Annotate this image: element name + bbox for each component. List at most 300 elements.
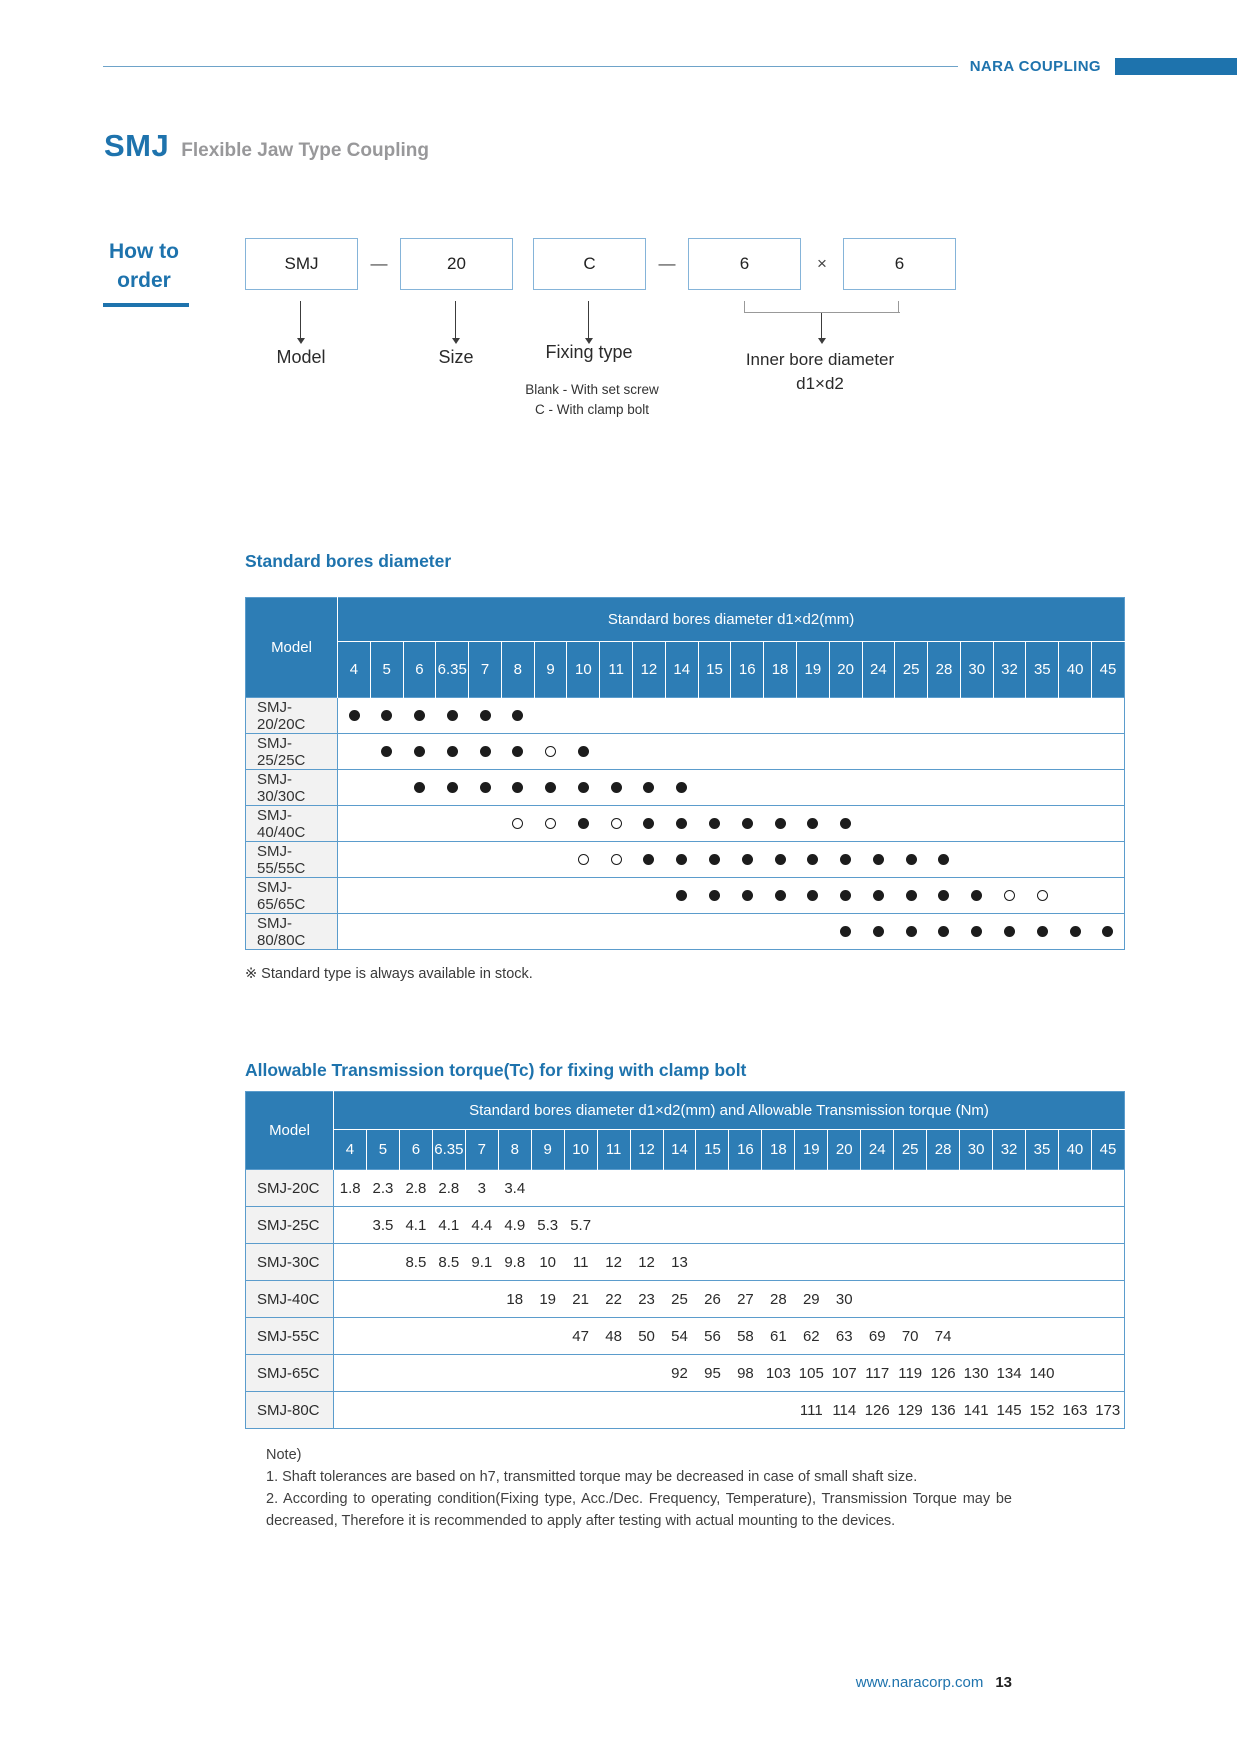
bore-mark-cell — [1026, 770, 1059, 806]
order-separator-dash-1: — — [370, 254, 388, 273]
bore-mark-cell — [960, 914, 993, 950]
bore-mark-cell — [665, 770, 698, 806]
torque-value-cell — [1058, 1318, 1091, 1355]
bore-mark-cell — [829, 734, 862, 770]
bore-mark-cell — [928, 734, 961, 770]
bore-mark-cell — [436, 914, 469, 950]
torque-value-cell — [334, 1318, 367, 1355]
bores-table-heading: Standard bores diameter — [245, 551, 452, 571]
model-cell: SMJ-20/20C — [246, 698, 338, 734]
bore-mark-cell — [993, 698, 1026, 734]
torque-value-cell: 2.8 — [399, 1170, 432, 1207]
torque-value-cell — [564, 1392, 597, 1429]
torque-value-cell — [894, 1170, 927, 1207]
torque-value-cell: 117 — [861, 1355, 894, 1392]
header-accent-bar — [1115, 58, 1237, 75]
torque-value-cell — [762, 1392, 795, 1429]
torque-value-cell: 130 — [960, 1355, 993, 1392]
model-cell: SMJ-25C — [246, 1207, 334, 1244]
torque-value-cell — [762, 1207, 795, 1244]
bores-row — [246, 878, 1125, 914]
filled-circle — [676, 890, 687, 901]
torque-value-cell — [795, 1170, 828, 1207]
fixing-option-clamp: C - With clamp bolt — [534, 402, 650, 417]
torque-table — [245, 1091, 1125, 1429]
bore-mark-cell — [534, 914, 567, 950]
torque-value-cell — [366, 1318, 399, 1355]
torque-value-cell: 3.5 — [366, 1207, 399, 1244]
bore-mark-cell — [928, 914, 961, 950]
bore-mark-cell — [960, 734, 993, 770]
filled-circle — [906, 926, 917, 937]
bore-mark-cell — [600, 698, 633, 734]
torque-value-cell — [1091, 1170, 1124, 1207]
filled-circle — [906, 890, 917, 901]
torque-value-cell — [927, 1244, 960, 1281]
open-circle — [611, 818, 622, 829]
torque-value-cell — [1091, 1281, 1124, 1318]
bore-mark-cell — [567, 806, 600, 842]
size-col-header: 8 — [498, 1130, 531, 1170]
torque-value-cell — [861, 1207, 894, 1244]
bore-mark-cell — [633, 842, 666, 878]
torque-value-cell: 19 — [531, 1281, 564, 1318]
bore-mark-cell — [829, 770, 862, 806]
open-circle — [1037, 890, 1048, 901]
bore-mark-cell — [567, 770, 600, 806]
bore-mark-cell — [469, 878, 502, 914]
torque-value-cell: 129 — [894, 1392, 927, 1429]
torque-value-cell: 111 — [795, 1392, 828, 1429]
torque-value-cell — [795, 1207, 828, 1244]
torque-value-cell: 4.4 — [465, 1207, 498, 1244]
torque-value-cell: 4.9 — [498, 1207, 531, 1244]
bore-mark-cell — [403, 914, 436, 950]
torque-sizes-row — [246, 1130, 1125, 1170]
bore-mark-cell — [338, 770, 371, 806]
torque-value-cell: 11 — [564, 1244, 597, 1281]
size-col-header: 15 — [696, 1130, 729, 1170]
bore-mark-cell — [960, 698, 993, 734]
torque-value-cell — [1058, 1170, 1091, 1207]
bores-row — [246, 806, 1125, 842]
torque-value-cell — [564, 1170, 597, 1207]
torque-value-cell — [531, 1355, 564, 1392]
filled-circle — [775, 818, 786, 829]
torque-value-cell: 2.8 — [432, 1170, 465, 1207]
bore-mark-cell — [796, 878, 829, 914]
torque-value-cell — [399, 1355, 432, 1392]
torque-value-cell — [1058, 1355, 1091, 1392]
torque-value-cell: 22 — [597, 1281, 630, 1318]
torque-value-cell — [334, 1244, 367, 1281]
bore-mark-cell — [1059, 698, 1092, 734]
bore-mark-cell — [698, 914, 731, 950]
bore-mark-cell — [764, 698, 797, 734]
torque-value-cell: 47 — [564, 1318, 597, 1355]
note-item-1: 1. Shaft tolerances are based on h7, transmitted torque may be decreased in case of small shaft size. — [266, 1469, 918, 1485]
torque-value-cell — [993, 1281, 1026, 1318]
bores-row — [246, 734, 1125, 770]
bore-mark-cell — [764, 842, 797, 878]
filled-circle — [414, 782, 425, 793]
bore-mark-cell — [960, 878, 993, 914]
bore-mark-cell — [731, 734, 764, 770]
torque-row — [246, 1244, 1125, 1281]
torque-row — [246, 1281, 1125, 1318]
torque-value-cell — [729, 1170, 762, 1207]
torque-value-cell: 5.7 — [564, 1207, 597, 1244]
torque-value-cell — [1091, 1355, 1124, 1392]
size-col-header: 18 — [764, 642, 797, 698]
order-box-size: 20 — [400, 238, 513, 290]
torque-value-cell: 62 — [795, 1318, 828, 1355]
model-cell: SMJ-80C — [246, 1392, 334, 1429]
filled-circle — [971, 890, 982, 901]
torque-row — [246, 1207, 1125, 1244]
bore-mark-cell — [731, 914, 764, 950]
bores-row — [246, 842, 1125, 878]
size-col-header: 20 — [829, 642, 862, 698]
size-col-header: 20 — [828, 1130, 861, 1170]
torque-value-cell: 25 — [663, 1281, 696, 1318]
bore-mark-cell — [633, 878, 666, 914]
callout-fixing-type: Fixing type — [545, 342, 633, 362]
torque-value-cell: 18 — [498, 1281, 531, 1318]
torque-value-cell: 163 — [1058, 1392, 1091, 1429]
size-col-header: 12 — [630, 1130, 663, 1170]
torque-value-cell — [861, 1170, 894, 1207]
size-col-header: 35 — [1026, 642, 1059, 698]
filled-circle — [775, 854, 786, 865]
torque-value-cell — [498, 1355, 531, 1392]
filled-circle — [709, 890, 720, 901]
torque-value-cell — [894, 1281, 927, 1318]
torque-value-cell: 9.1 — [465, 1244, 498, 1281]
filled-circle — [775, 890, 786, 901]
bore-mark-cell — [862, 734, 895, 770]
bore-mark-cell — [960, 770, 993, 806]
filled-circle — [938, 854, 949, 865]
torque-value-cell — [927, 1207, 960, 1244]
size-col-header: 4 — [334, 1130, 367, 1170]
bore-mark-cell — [1026, 914, 1059, 950]
torque-value-cell — [432, 1318, 465, 1355]
torque-value-cell — [334, 1281, 367, 1318]
torque-value-cell — [993, 1170, 1026, 1207]
bore-mark-cell — [1059, 734, 1092, 770]
filled-circle — [545, 782, 556, 793]
bore-mark-cell — [764, 734, 797, 770]
bore-bracket-bar — [744, 312, 900, 313]
bore-mark-cell — [600, 842, 633, 878]
torque-value-cell: 3 — [465, 1170, 498, 1207]
bore-mark-cell — [862, 878, 895, 914]
size-col-header: 16 — [729, 1130, 762, 1170]
size-col-header: 4 — [338, 642, 371, 698]
torque-value-cell: 29 — [795, 1281, 828, 1318]
bore-mark-cell — [469, 806, 502, 842]
size-col-header: 40 — [1059, 642, 1092, 698]
bores-row — [246, 914, 1125, 950]
bore-mark-cell — [403, 806, 436, 842]
torque-value-cell — [630, 1170, 663, 1207]
filled-circle — [840, 854, 851, 865]
bore-mark-cell — [1059, 878, 1092, 914]
filled-circle — [807, 854, 818, 865]
torque-value-cell — [334, 1207, 367, 1244]
bore-mark-cell — [534, 698, 567, 734]
callout-size: Size — [438, 347, 474, 367]
torque-value-cell — [828, 1207, 861, 1244]
torque-value-cell: 21 — [564, 1281, 597, 1318]
torque-value-cell — [630, 1392, 663, 1429]
torque-value-cell — [894, 1244, 927, 1281]
torque-row — [246, 1318, 1125, 1355]
torque-value-cell — [927, 1170, 960, 1207]
bore-mark-cell — [895, 698, 928, 734]
bore-mark-cell — [731, 770, 764, 806]
filled-circle — [971, 926, 982, 937]
bore-mark-cell — [698, 806, 731, 842]
bore-mark-cell — [534, 806, 567, 842]
bore-mark-cell — [501, 842, 534, 878]
filled-circle — [742, 854, 753, 865]
size-col-header: 28 — [927, 1130, 960, 1170]
bore-mark-cell — [1059, 914, 1092, 950]
bore-mark-cell — [665, 914, 698, 950]
bore-mark-cell — [764, 806, 797, 842]
torque-value-cell — [696, 1392, 729, 1429]
size-col-header: 28 — [928, 642, 961, 698]
bore-mark-cell — [862, 806, 895, 842]
filled-circle — [873, 890, 884, 901]
bore-mark-cell — [501, 878, 534, 914]
bore-mark-cell — [829, 806, 862, 842]
size-col-header: 6 — [403, 642, 436, 698]
website-link[interactable]: www.naracorp.com — [855, 1674, 984, 1691]
stock-footnote: ※ Standard type is always available in stock. — [245, 966, 533, 982]
size-col-header: 45 — [1091, 1130, 1124, 1170]
bore-mark-cell — [698, 878, 731, 914]
torque-value-cell — [960, 1318, 993, 1355]
torque-value-cell — [465, 1318, 498, 1355]
size-col-header: 7 — [469, 642, 502, 698]
torque-value-cell — [960, 1281, 993, 1318]
torque-value-cell — [696, 1170, 729, 1207]
size-col-header: 6 — [399, 1130, 432, 1170]
filled-circle — [807, 818, 818, 829]
torque-value-cell: 56 — [696, 1318, 729, 1355]
torque-value-cell — [597, 1170, 630, 1207]
torque-value-cell — [696, 1207, 729, 1244]
bore-mark-cell — [403, 770, 436, 806]
torque-row — [246, 1170, 1125, 1207]
torque-value-cell: 134 — [993, 1355, 1026, 1392]
bore-mark-cell — [1026, 806, 1059, 842]
bore-mark-cell — [1091, 878, 1124, 914]
bore-mark-cell — [731, 842, 764, 878]
bores-row — [246, 698, 1125, 734]
torque-value-cell — [630, 1355, 663, 1392]
bore-mark-cell — [960, 806, 993, 842]
filled-circle — [381, 710, 392, 721]
bore-mark-cell — [764, 878, 797, 914]
arrow-model-line — [300, 301, 301, 339]
size-col-header: 14 — [663, 1130, 696, 1170]
torque-value-cell: 63 — [828, 1318, 861, 1355]
size-col-header: 9 — [531, 1130, 564, 1170]
page-header — [103, 57, 1237, 75]
torque-value-cell — [1058, 1244, 1091, 1281]
bore-mark-cell — [993, 770, 1026, 806]
bore-mark-cell — [796, 806, 829, 842]
bore-mark-cell — [370, 770, 403, 806]
filled-circle — [709, 818, 720, 829]
size-col-header: 6.35 — [436, 642, 469, 698]
bores-body — [246, 698, 1125, 950]
size-col-header: 25 — [895, 642, 928, 698]
torque-value-cell: 92 — [663, 1355, 696, 1392]
arrow-fixing-line — [588, 301, 589, 339]
bore-mark-cell — [993, 914, 1026, 950]
size-col-header: 45 — [1091, 642, 1124, 698]
bore-mark-cell — [338, 698, 371, 734]
torque-value-cell — [465, 1392, 498, 1429]
bore-mark-cell — [829, 878, 862, 914]
torque-value-cell: 152 — [1026, 1392, 1059, 1429]
torque-value-cell — [366, 1355, 399, 1392]
bore-mark-cell — [338, 878, 371, 914]
bore-mark-cell — [829, 914, 862, 950]
bore-mark-cell — [1026, 842, 1059, 878]
filled-circle — [676, 854, 687, 865]
bore-mark-cell — [796, 914, 829, 950]
torque-value-cell — [366, 1244, 399, 1281]
size-col-header: 15 — [698, 642, 731, 698]
torque-value-cell: 119 — [894, 1355, 927, 1392]
bores-model-header: Model — [246, 598, 338, 698]
open-circle — [545, 746, 556, 757]
torque-value-cell — [334, 1355, 367, 1392]
bore-mark-cell — [567, 842, 600, 878]
bore-mark-cell — [1091, 842, 1124, 878]
filled-circle — [938, 926, 949, 937]
torque-value-cell — [795, 1244, 828, 1281]
filled-circle — [742, 890, 753, 901]
torque-value-cell: 13 — [663, 1244, 696, 1281]
torque-value-cell — [366, 1392, 399, 1429]
filled-circle — [873, 854, 884, 865]
bore-mark-cell — [370, 842, 403, 878]
bore-mark-cell — [600, 806, 633, 842]
fixing-type-options — [492, 380, 692, 420]
bore-mark-cell — [1091, 914, 1124, 950]
bore-mark-cell — [600, 878, 633, 914]
filled-circle — [873, 926, 884, 937]
size-col-header: 5 — [366, 1130, 399, 1170]
filled-circle — [480, 782, 491, 793]
torque-value-cell — [663, 1392, 696, 1429]
torque-value-cell: 136 — [927, 1392, 960, 1429]
torque-value-cell — [597, 1392, 630, 1429]
filled-circle — [938, 890, 949, 901]
filled-circle — [1037, 926, 1048, 937]
filled-circle — [578, 782, 589, 793]
torque-value-cell — [630, 1207, 663, 1244]
bore-mark-cell — [403, 734, 436, 770]
model-cell: SMJ-20C — [246, 1170, 334, 1207]
torque-value-cell — [1026, 1244, 1059, 1281]
filled-circle — [447, 746, 458, 757]
size-col-header: 9 — [534, 642, 567, 698]
torque-value-cell — [432, 1355, 465, 1392]
size-col-header: 40 — [1058, 1130, 1091, 1170]
torque-value-cell — [960, 1207, 993, 1244]
bores-sizes-row — [246, 642, 1125, 698]
bore-mark-cell — [501, 698, 534, 734]
bore-mark-cell — [370, 914, 403, 950]
bore-mark-cell — [993, 806, 1026, 842]
torque-value-cell: 173 — [1091, 1392, 1124, 1429]
size-col-header: 11 — [600, 642, 633, 698]
bore-mark-cell — [764, 770, 797, 806]
bore-mark-cell — [993, 878, 1026, 914]
torque-value-cell: 10 — [531, 1244, 564, 1281]
arrow-bore-head — [818, 338, 826, 344]
torque-span-header: Standard bores diameter d1×d2(mm) and Allowable Transmission torque (Nm) — [334, 1092, 1125, 1130]
page-number: 13 — [995, 1674, 1012, 1691]
torque-value-cell: 54 — [663, 1318, 696, 1355]
filled-circle — [512, 746, 523, 757]
bore-mark-cell — [862, 698, 895, 734]
torque-table-heading: Allowable Transmission torque(Tc) for fixing with clamp bolt — [245, 1060, 747, 1080]
note-item-2: 2. According to operating condition(Fixing type, Acc./Dec. Frequency, Temperature), Transmission Torque may be decreased, Therefore it is recommended to apply after testing with actual mounting to the devices. — [266, 1491, 1012, 1529]
filled-circle — [447, 710, 458, 721]
torque-value-cell: 12 — [597, 1244, 630, 1281]
arrow-size-head — [452, 338, 460, 344]
bore-mark-cell — [338, 806, 371, 842]
filled-circle — [676, 782, 687, 793]
fixing-option-blank: Blank - With set screw — [525, 382, 659, 397]
bore-mark-cell — [370, 878, 403, 914]
bore-mark-cell — [1059, 806, 1092, 842]
how-to-order-label: How to order — [109, 240, 179, 292]
open-circle — [545, 818, 556, 829]
torque-value-cell — [498, 1318, 531, 1355]
bore-mark-cell — [501, 734, 534, 770]
filled-circle — [742, 818, 753, 829]
bore-mark-cell — [436, 734, 469, 770]
torque-value-cell — [762, 1244, 795, 1281]
bore-mark-cell — [1026, 734, 1059, 770]
open-circle — [578, 854, 589, 865]
bore-mark-cell — [1091, 734, 1124, 770]
bore-mark-cell — [764, 914, 797, 950]
size-col-header: 11 — [597, 1130, 630, 1170]
torque-value-cell — [960, 1170, 993, 1207]
bore-mark-cell — [436, 770, 469, 806]
torque-value-cell: 4.1 — [399, 1207, 432, 1244]
bore-mark-cell — [829, 842, 862, 878]
torque-value-cell: 145 — [993, 1392, 1026, 1429]
torque-value-cell — [894, 1207, 927, 1244]
torque-value-cell: 9.8 — [498, 1244, 531, 1281]
notes-title: Note) — [266, 1447, 302, 1463]
torque-value-cell — [663, 1170, 696, 1207]
torque-value-cell — [1026, 1207, 1059, 1244]
torque-value-cell: 3.4 — [498, 1170, 531, 1207]
